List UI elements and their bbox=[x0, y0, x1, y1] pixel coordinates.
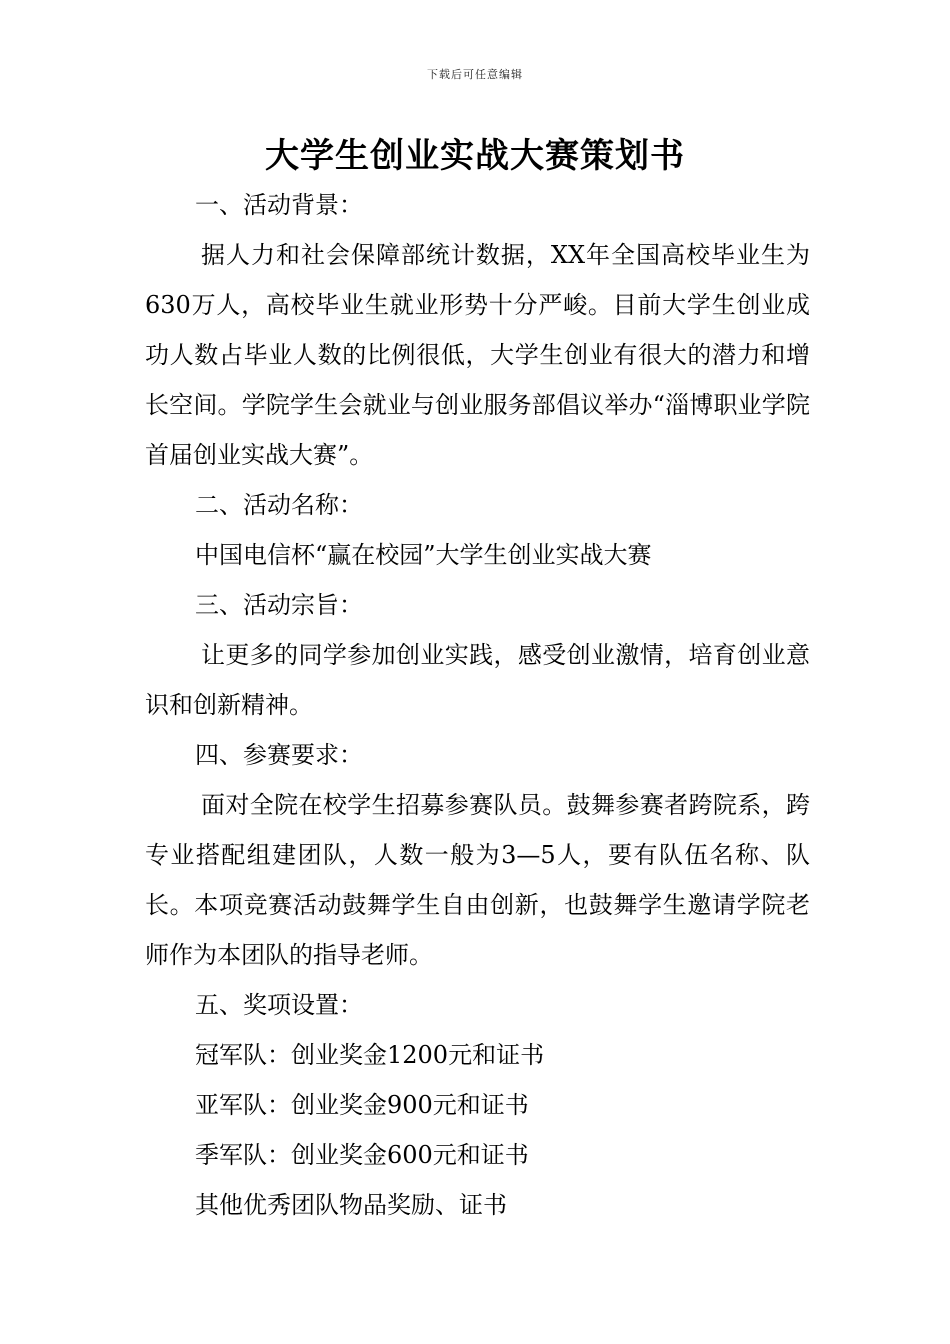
section-heading-requirements: 四、参赛要求： bbox=[195, 741, 363, 769]
document-title: 大学生创业实战大赛策划书 bbox=[265, 136, 685, 176]
award-item-champion: 冠军队：创业奖金1200元和证书 bbox=[195, 1041, 545, 1069]
section-heading-name: 二、活动名称： bbox=[195, 491, 363, 519]
activity-name-line: 中国电信杯“赢在校园”大学生创业实战大赛 bbox=[195, 541, 652, 569]
section-heading-purpose: 三、活动宗旨： bbox=[195, 591, 363, 619]
section-heading-background: 一、活动背景： bbox=[195, 191, 363, 219]
section-heading-awards: 五、奖项设置： bbox=[195, 991, 363, 1019]
award-item-third: 季军队：创业奖金600元和证书 bbox=[195, 1141, 529, 1169]
paragraph-background: 据人力和社会保障部统计数据，XX年全国高校毕业生为630万人，高校毕业生就业形势十分严峻。目前大学生创业成功人数占毕业人数的比例很低，大学生创业有很大的潜力和增长空间。学院学生会就业与创业服务部倡议举办“淄博职业学院首届创业实战大赛”。 bbox=[145, 241, 810, 469]
award-item-other: 其他优秀团队物品奖励、证书 bbox=[195, 1191, 507, 1219]
paragraph-requirements: 面对全院在校学生招募参赛队员。鼓舞参赛者跨院系，跨专业搭配组建团队，人数一般为3—5人，要有队伍名称、队长。本项竞赛活动鼓舞学生自由创新，也鼓舞学生邀请学院老师作为本团队的指导老师。 bbox=[145, 791, 810, 969]
document-body bbox=[145, 180, 810, 1230]
paragraph-purpose: 让更多的同学参加创业实践，感受创业激情，培育创业意识和创新精神。 bbox=[145, 641, 810, 719]
header-note: 下载后可任意编辑 bbox=[427, 68, 523, 81]
award-item-runner-up: 亚军队：创业奖金900元和证书 bbox=[195, 1091, 529, 1119]
